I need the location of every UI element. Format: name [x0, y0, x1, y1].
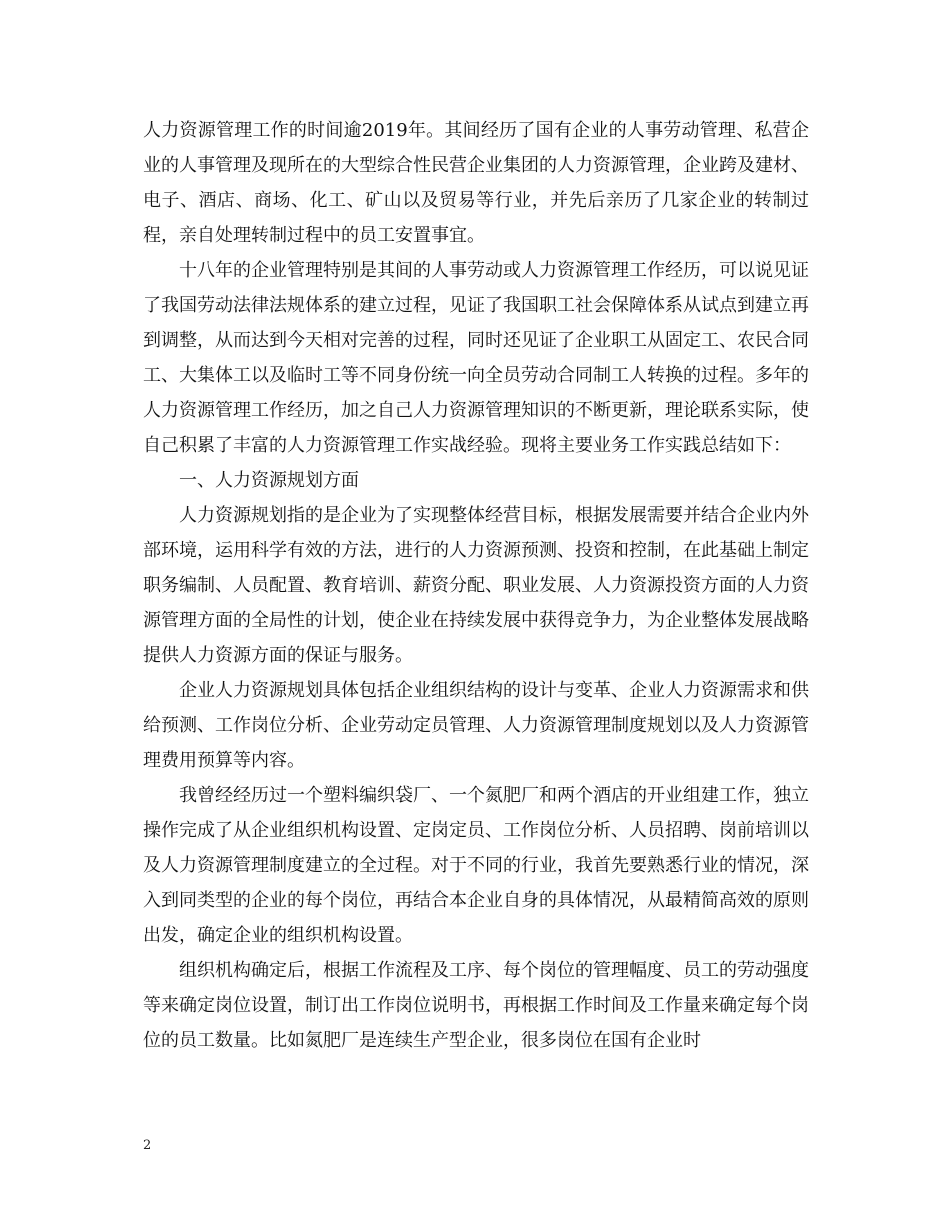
paragraph-startup-experience: 我曾经经历过一个塑料编织袋厂、一个氮肥厂和两个酒店的开业组建工作，独立操作完成了从企业组织机构设置、定岗定员、工作岗位分析、人员招聘、岗前培训以及人力资源管理制度建立的全过程。对于不同的行业，我首先要熟悉行业的情况，深入到同类型的企业的每个岗位，再结合本企业自身的具体情况，从最精简高效的原则出发，确定企业的组织机构设置。 — [143, 785, 809, 946]
paragraph-hr-planning-definition: 人力资源规划指的是企业为了实现整体经营目标，根据发展需要并结合企业内外部环境，运用科学有效的方法，进行的人力资源预测、投资和控制，在此基础上制定职务编制、人员配置、教育培训、薪资分配、职业发展、人力资源投资方面的人力资源管理方面的全局性的计划，使企业在持续发展中获得竞争力，为企业整体发展战略提供人力资源方面的保证与服务。 — [143, 505, 809, 666]
paragraph-experience: 十八年的企业管理特别是其间的人事劳动或人力资源管理工作经历，可以说见证了我国劳动法律法规体系的建立过程，见证了我国职工社会保障体系从试点到建立再到调整，从而达到今天相对完善的过程，同时还见证了企业职工从固定工、农民合同工、大集体工以及临时工等不同身份统一向全员劳动合同制工人转换的过程。多年的人力资源管理工作经历，加之自己人力资源管理知识的不断更新，理论联系实际，使自己积累了丰富的人力资源管理工作实战经验。现将主要业务工作实践总结如下： — [143, 260, 809, 456]
paragraph-position-setup: 组织机构确定后，根据工作流程及工序、每个岗位的管理幅度、员工的劳动强度等来确定岗位设置，制订出工作岗位说明书，再根据工作时间及工作量来确定每个岗位的员工数量。比如氮肥厂是连续生产型企业，很多岗位在国有企业时 — [143, 960, 809, 1051]
page-number: 2 — [143, 1138, 152, 1153]
document-body — [143, 113, 809, 1058]
paragraph-hr-planning-contents: 企业人力资源规划具体包括企业组织结构的设计与变革、企业人力资源需求和供给预测、工作岗位分析、企业劳动定员管理、人力资源管理制度规划以及人力资源管理费用预算等内容。 — [143, 680, 809, 771]
section-heading-hr-planning: 一、人力资源规划方面 — [179, 470, 359, 491]
paragraph-continuation: 人力资源管理工作的时间逾2019年。其间经历了国有企业的人事劳动管理、私营企业的人事管理及现所在的大型综合性民营企业集团的人力资源管理，企业跨及建材、电子、酒店、商场、化工、矿山以及贸易等行业，并先后亲历了几家企业的转制过程，亲自处理转制过程中的员工安置事宜。 — [143, 120, 809, 246]
